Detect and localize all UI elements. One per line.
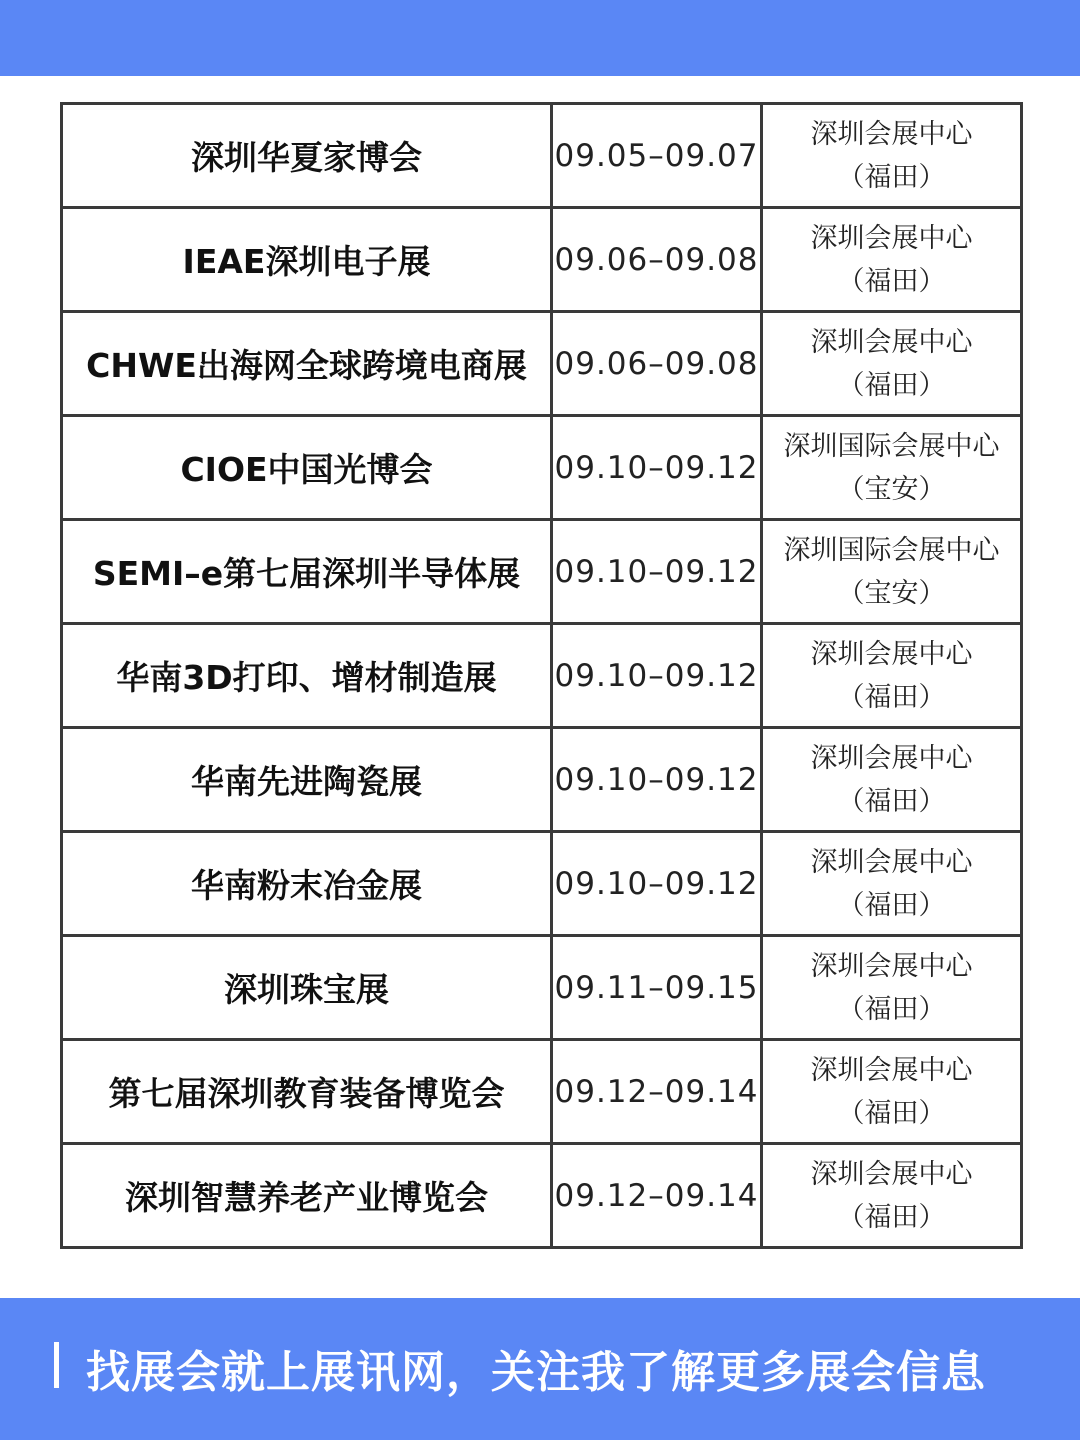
venue-line1: 深圳会展中心: [810, 846, 973, 878]
exhibition-date: 09.10–09.12: [552, 728, 762, 832]
exhibition-venue: [762, 312, 1022, 416]
exhibition-venue: [762, 208, 1022, 312]
exhibition-name: 华南3D打印、增材制造展: [62, 624, 552, 728]
exhibition-date: 09.12–09.14: [552, 1144, 762, 1248]
venue-line1: 深圳会展中心: [810, 222, 973, 254]
venue-line2: （福田）: [837, 1097, 946, 1129]
exhibition-name: 华南先进陶瓷展: [62, 728, 552, 832]
venue-line2: （福田）: [837, 369, 946, 401]
exhibition-date: 09.11–09.15: [552, 936, 762, 1040]
exhibition-date: 09.10–09.12: [552, 416, 762, 520]
table-row: [62, 208, 1022, 312]
table-row: [62, 728, 1022, 832]
exhibition-venue: [762, 416, 1022, 520]
exhibition-name: 深圳珠宝展: [62, 936, 552, 1040]
venue-line1: 深圳国际会展中心: [783, 534, 1000, 566]
exhibition-name: CIOE中国光博会: [62, 416, 552, 520]
venue-line1: 深圳会展中心: [810, 326, 973, 358]
exhibition-venue: [762, 1144, 1022, 1248]
exhibition-table: [60, 102, 1023, 1249]
venue-line1: 深圳国际会展中心: [783, 430, 1000, 462]
footer-accent-bar: [54, 1342, 59, 1388]
exhibition-date: 09.06–09.08: [552, 208, 762, 312]
venue-line2: （宝安）: [837, 473, 946, 505]
exhibition-name: IEAE深圳电子展: [62, 208, 552, 312]
table-row: [62, 1144, 1022, 1248]
exhibition-venue: [762, 832, 1022, 936]
table-row: [62, 1040, 1022, 1144]
exhibition-venue: [762, 520, 1022, 624]
table-row: [62, 520, 1022, 624]
exhibition-venue: [762, 936, 1022, 1040]
venue-line1: 深圳会展中心: [810, 118, 973, 150]
table-row: [62, 416, 1022, 520]
exhibition-name: 华南粉末冶金展: [62, 832, 552, 936]
venue-line1: 深圳会展中心: [810, 638, 973, 670]
venue-line2: （福田）: [837, 161, 946, 193]
venue-line2: （福田）: [837, 993, 946, 1025]
exhibition-name: 第七届深圳教育装备博览会: [62, 1040, 552, 1144]
table-row: [62, 104, 1022, 208]
exhibition-date: 09.05–09.07: [552, 104, 762, 208]
venue-line2: （福田）: [837, 1201, 946, 1233]
venue-line2: （福田）: [837, 785, 946, 817]
table-row: [62, 936, 1022, 1040]
exhibition-name: CHWE出海网全球跨境电商展: [62, 312, 552, 416]
exhibition-venue: [762, 104, 1022, 208]
exhibition-date: 09.10–09.12: [552, 624, 762, 728]
table-row: [62, 832, 1022, 936]
exhibition-venue: [762, 1040, 1022, 1144]
exhibition-name: SEMI–e第七届深圳半导体展: [62, 520, 552, 624]
exhibition-name: 深圳华夏家博会: [62, 104, 552, 208]
table-row: [62, 312, 1022, 416]
venue-line1: 深圳会展中心: [810, 1158, 973, 1190]
venue-line1: 深圳会展中心: [810, 1054, 973, 1086]
exhibition-date: 09.10–09.12: [552, 832, 762, 936]
exhibition-venue: [762, 624, 1022, 728]
venue-line1: 深圳会展中心: [810, 950, 973, 982]
exhibition-date: 09.12–09.14: [552, 1040, 762, 1144]
venue-line2: （宝安）: [837, 577, 946, 609]
footer-slogan: 找展会就上展讯网，关注我了解更多展会信息: [86, 1347, 986, 1398]
exhibition-venue: [762, 728, 1022, 832]
header-band: [0, 0, 1080, 76]
venue-line2: （福田）: [837, 889, 946, 921]
exhibition-date: 09.06–09.08: [552, 312, 762, 416]
exhibition-date: 09.10–09.12: [552, 520, 762, 624]
footer-banner: [0, 1298, 1080, 1440]
table-row: [62, 624, 1022, 728]
venue-line2: （福田）: [837, 265, 946, 297]
venue-line1: 深圳会展中心: [810, 742, 973, 774]
exhibition-name: 深圳智慧养老产业博览会: [62, 1144, 552, 1248]
venue-line2: （福田）: [837, 681, 946, 713]
